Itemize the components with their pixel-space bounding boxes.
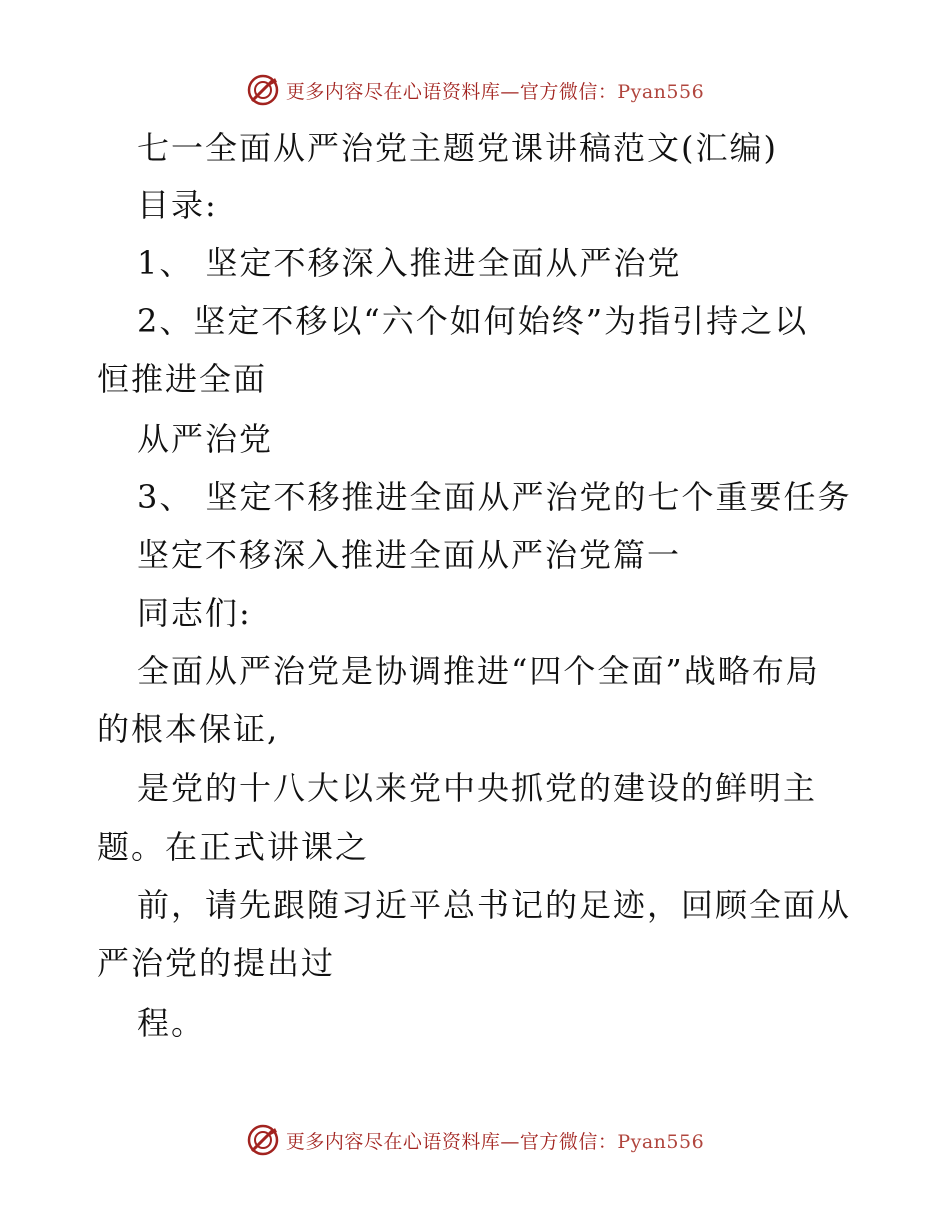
toc-item-2-line-3: 从严治党 <box>137 420 274 458</box>
paragraph-1-line-2: 的根本保证, <box>97 710 280 748</box>
greeting: 同志们: <box>137 594 252 632</box>
paragraph-2-line-2: 题。在正式讲课之 <box>97 828 370 866</box>
paragraph-2-line-1: 是党的十八大以来党中央抓党的建设的鲜明主 <box>137 769 818 807</box>
paragraph-3-line-1: 前，请先跟随习近平总书记的足迹，回顾全面从 <box>137 886 852 924</box>
section-title: 坚定不移深入推进全面从严治党篇一 <box>137 536 682 574</box>
paragraph-3-line-2: 严治党的提出过 <box>97 944 336 982</box>
banner-wechat-id: Pyan556 <box>617 1130 705 1153</box>
toc-item-3: 3、 坚定不移推进全面从严治党的七个重要任务 <box>137 478 852 516</box>
toc-item-2-line-1: 2、坚定不移以“六个如何始终”为指引持之以 <box>137 302 809 340</box>
paragraph-4: 程。 <box>137 1004 206 1042</box>
brand-logo-icon <box>246 1123 280 1157</box>
banner-text: 更多内容尽在心语资料库—官方微信： <box>285 80 618 103</box>
brand-logo-icon <box>246 73 280 107</box>
toc-label: 目录: <box>137 186 218 224</box>
document-title: 七一全面从严治党主题党课讲稿范文(汇编) <box>137 129 778 167</box>
paragraph-1-line-1: 全面从严治党是协调推进“四个全面”战略布局 <box>137 652 820 690</box>
banner-wechat-id: Pyan556 <box>617 80 705 103</box>
toc-item-2-line-2: 恒推进全面 <box>97 360 268 398</box>
toc-item-1: 1、 坚定不移深入推进全面从严治党 <box>137 244 682 282</box>
header-banner <box>0 70 950 110</box>
footer-banner <box>0 1120 950 1160</box>
banner-text: 更多内容尽在心语资料库—官方微信： <box>285 1130 618 1153</box>
